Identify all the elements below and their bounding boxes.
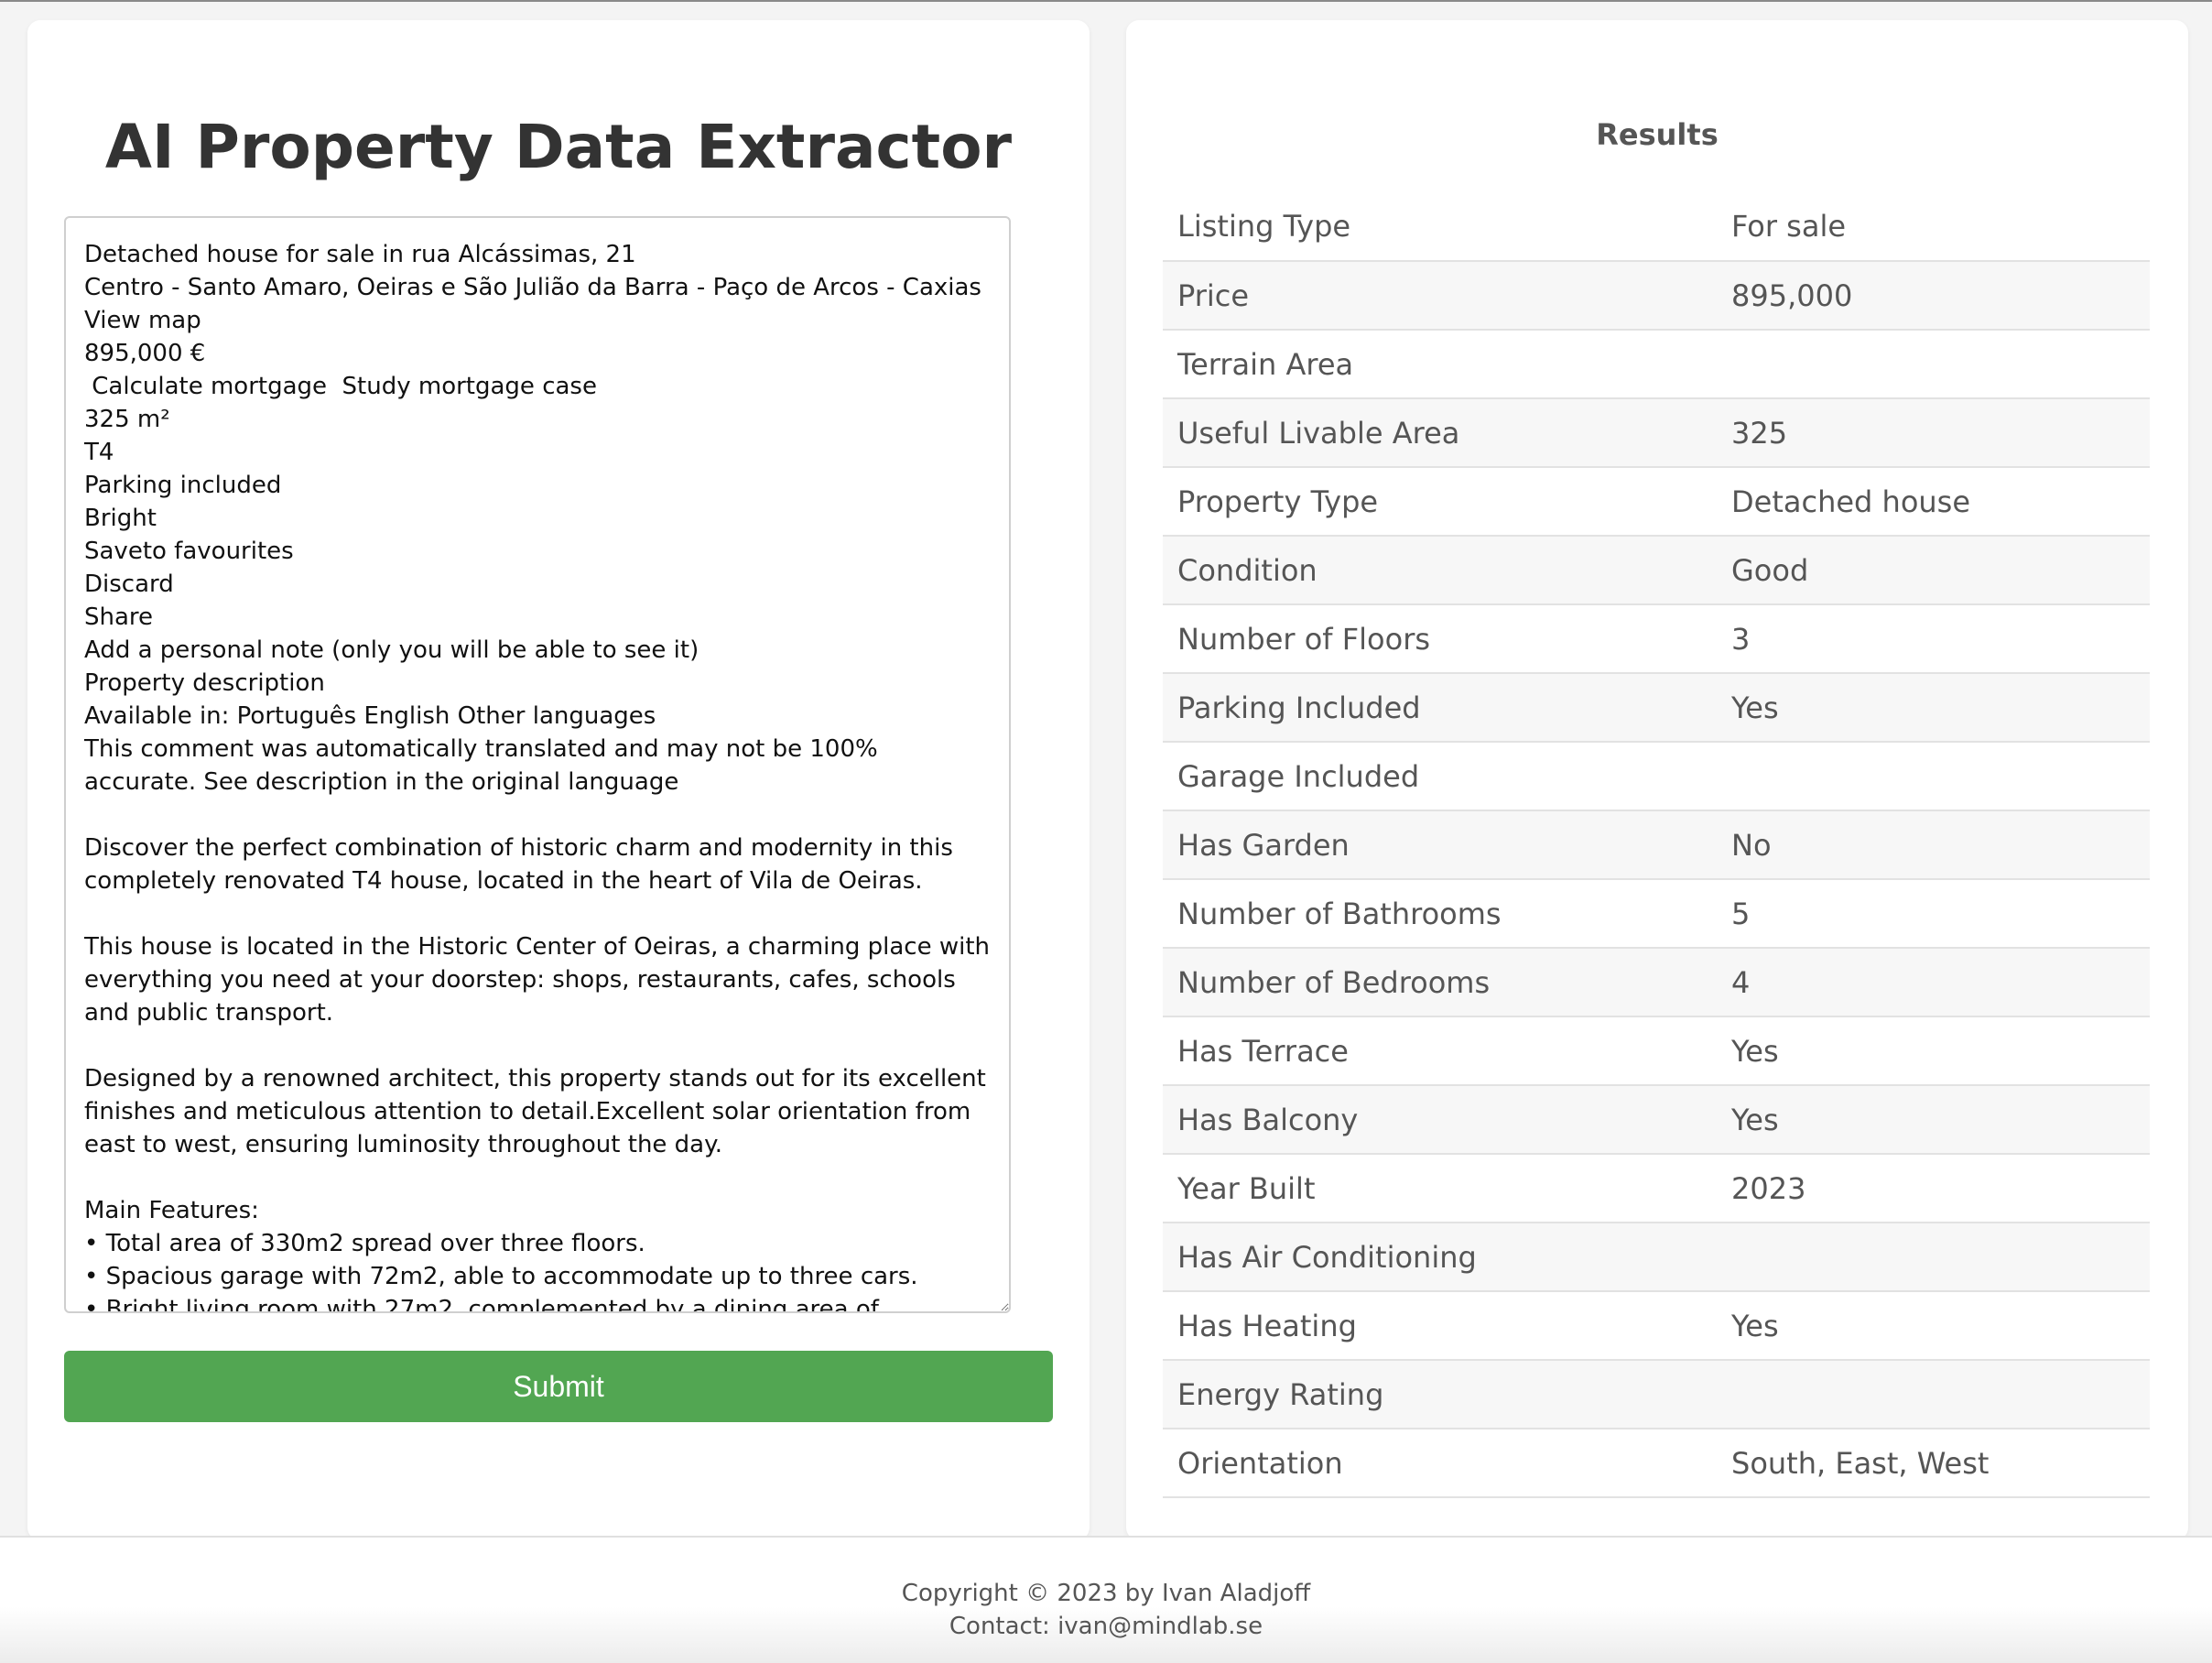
row-value — [1717, 742, 2150, 810]
table-row — [1163, 1016, 2150, 1085]
table-row — [1163, 261, 2150, 330]
row-value: Yes — [1717, 1016, 2150, 1085]
row-label: Useful Livable Area — [1163, 398, 1717, 467]
table-row — [1163, 330, 2150, 398]
row-value: 2023 — [1717, 1154, 2150, 1223]
row-label: Has Terrace — [1163, 1016, 1717, 1085]
row-value: 325 — [1717, 398, 2150, 467]
results-table — [1163, 192, 2150, 1498]
row-value — [1717, 330, 2150, 398]
row-value: No — [1717, 810, 2150, 879]
table-row — [1163, 1429, 2150, 1497]
results-panel — [1126, 20, 2188, 1540]
footer-copyright: Copyright © 2023 by Ivan Aladjoff — [901, 1580, 1311, 1607]
table-row — [1163, 192, 2150, 261]
row-label: Year Built — [1163, 1154, 1717, 1223]
row-label: Garage Included — [1163, 742, 1717, 810]
table-row — [1163, 1291, 2150, 1360]
table-row — [1163, 1223, 2150, 1291]
row-label: Property Type — [1163, 467, 1717, 536]
row-label: Has Heating — [1163, 1291, 1717, 1360]
input-panel — [27, 20, 1090, 1540]
table-row — [1163, 1360, 2150, 1429]
row-label: Condition — [1163, 536, 1717, 604]
row-label: Number of Bathrooms — [1163, 879, 1717, 948]
row-label: Orientation — [1163, 1429, 1717, 1497]
row-value: Yes — [1717, 1291, 2150, 1360]
row-value: For sale — [1717, 192, 2150, 261]
table-row — [1163, 948, 2150, 1016]
row-value — [1717, 1360, 2150, 1429]
table-row — [1163, 1154, 2150, 1223]
table-row — [1163, 742, 2150, 810]
row-label: Has Garden — [1163, 810, 1717, 879]
row-value: Good — [1717, 536, 2150, 604]
row-value: South, East, West — [1717, 1429, 2150, 1497]
row-label: Has Air Conditioning — [1163, 1223, 1717, 1291]
page-title: AI Property Data Extractor — [104, 112, 1013, 182]
table-row — [1163, 398, 2150, 467]
row-value: 3 — [1717, 604, 2150, 673]
listing-text-input[interactable] — [64, 216, 1011, 1313]
table-row — [1163, 467, 2150, 536]
row-label: Listing Type — [1163, 192, 1717, 261]
table-row — [1163, 536, 2150, 604]
row-value: Yes — [1717, 1085, 2150, 1154]
row-label: Parking Included — [1163, 673, 1717, 742]
table-row — [1163, 673, 2150, 742]
row-value: 5 — [1717, 879, 2150, 948]
row-value: 895,000 — [1717, 261, 2150, 330]
table-row — [1163, 1085, 2150, 1154]
table-row — [1163, 879, 2150, 948]
row-label: Price — [1163, 261, 1717, 330]
results-title: Results — [1596, 117, 1719, 152]
window-top-border — [0, 0, 2212, 2]
submit-button[interactable]: Submit — [64, 1351, 1053, 1422]
footer — [0, 1536, 2212, 1663]
table-row — [1163, 604, 2150, 673]
row-value: Yes — [1717, 673, 2150, 742]
row-label: Number of Bedrooms — [1163, 948, 1717, 1016]
row-label: Has Balcony — [1163, 1085, 1717, 1154]
table-row — [1163, 810, 2150, 879]
row-label: Number of Floors — [1163, 604, 1717, 673]
row-label: Terrain Area — [1163, 330, 1717, 398]
footer-contact: Contact: ivan@mindlab.se — [949, 1613, 1263, 1640]
row-label: Energy Rating — [1163, 1360, 1717, 1429]
row-value: 4 — [1717, 948, 2150, 1016]
row-value: Detached house — [1717, 467, 2150, 536]
row-value — [1717, 1223, 2150, 1291]
